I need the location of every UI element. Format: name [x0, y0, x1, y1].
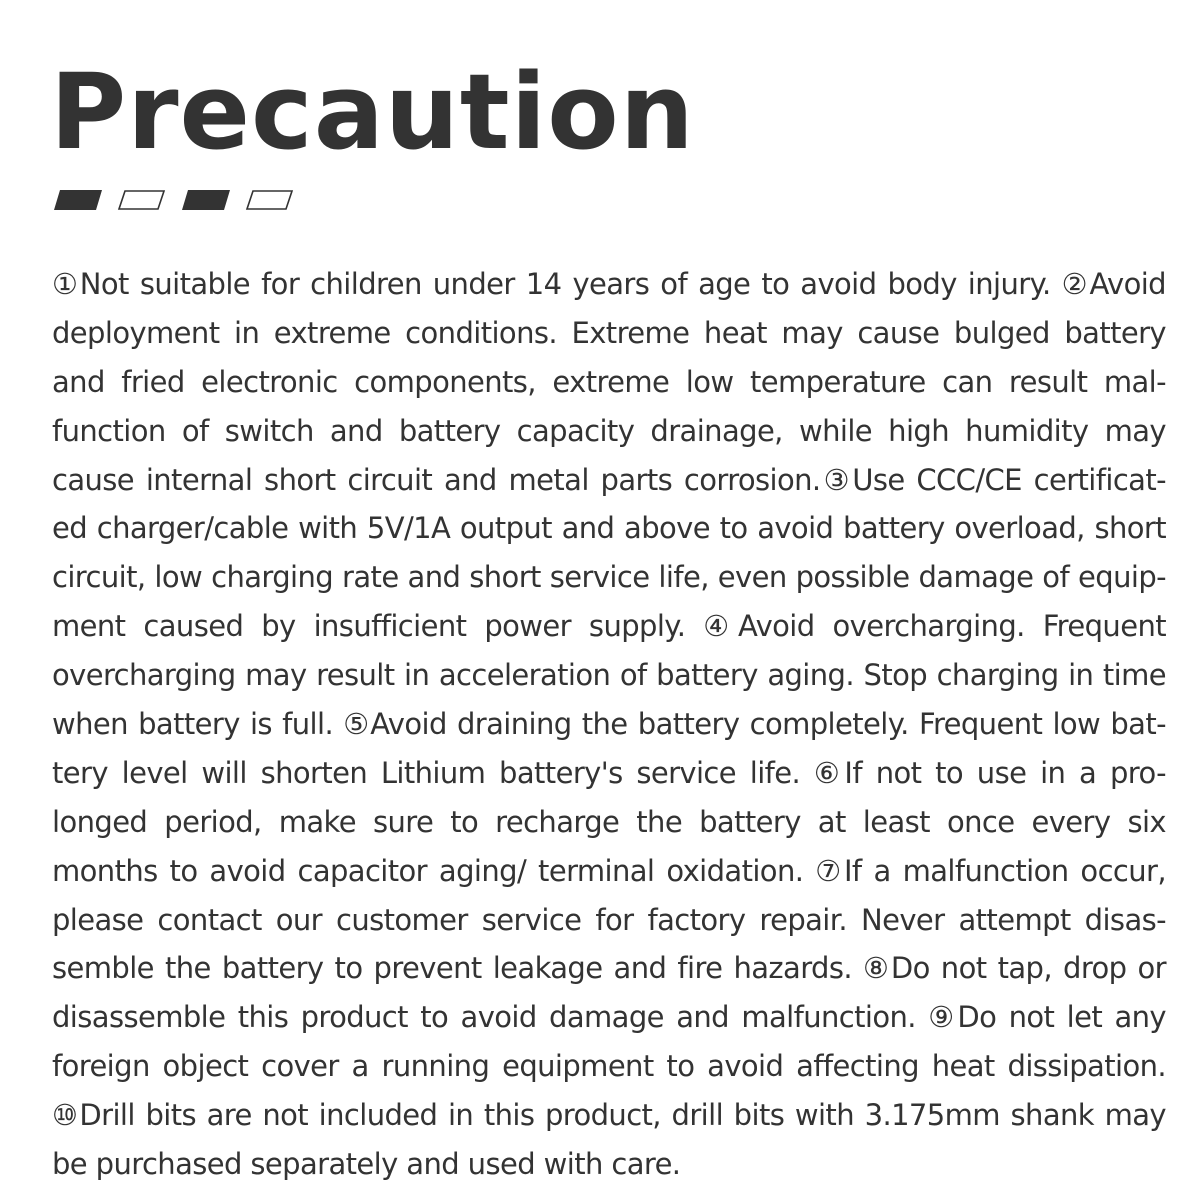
paragraph-line: tery level will shorten Lithium battery's service life. ⑥If not to use in a pro- — [52, 755, 1166, 790]
paragraph-line: ①Not suitable for children under 14 years of age to avoid body injury. ②Avoid — [52, 267, 1166, 301]
paragraph-line: semble the battery to prevent leakage and fire hazards. ⑧Do not tap, drop or — [52, 951, 1166, 986]
paragraph-line: months to avoid capacitor aging/ terminal oxidation. ⑦If a malfunction occur, — [52, 853, 1166, 888]
paragraph-line: and fried electronic components, extreme low temperature can result mal- — [52, 364, 1166, 399]
paragraph-line: function of switch and battery capacity drainage, while high humidity may — [52, 413, 1166, 448]
outline-parallelogram-2 — [247, 191, 292, 209]
paragraph-line: ⑩Drill bits are not included in this product, drill bits with 3.175mm shank may — [52, 1098, 1166, 1133]
paragraph-line: be purchased separately and used with care. — [52, 1147, 681, 1182]
paragraph-line: ment caused by insufficient power supply. ④Avoid overcharging. Frequent — [52, 609, 1166, 644]
paragraph-line: overcharging may result in acceleration of battery aging. Stop charging in time — [52, 658, 1166, 693]
paragraph-line: please contact our customer service for factory repair. Never attempt disas- — [52, 902, 1166, 937]
outline-parallelogram-1 — [119, 191, 164, 209]
decorative-parallelogram-divider — [54, 188, 304, 212]
paragraph-line: longed period, make sure to recharge the battery at least once every six — [52, 804, 1166, 839]
precaution-paragraph — [52, 260, 1166, 1189]
page-title: Precaution — [50, 51, 695, 173]
paragraph-line: ed charger/cable with 5V/1A output and above to avoid battery overload, short — [52, 511, 1166, 546]
paragraph-line: circuit, low charging rate and short service life, even possible damage of equip- — [52, 560, 1166, 595]
paragraph-line: disassemble this product to avoid damage and malfunction. ⑨Do not let any — [52, 1000, 1166, 1035]
paragraph-line: cause internal short circuit and metal parts corrosion.③Use CCC/CE certificat- — [52, 462, 1166, 497]
paragraph-line: foreign object cover a running equipment to avoid affecting heat dissipation. — [52, 1049, 1166, 1084]
filled-parallelogram-2 — [182, 190, 230, 210]
paragraph-line: deployment in extreme conditions. Extreme heat may cause bulged battery — [52, 315, 1166, 350]
paragraph-line: when battery is full. ⑤Avoid draining the battery completely. Frequent low bat- — [52, 707, 1166, 742]
filled-parallelogram-1 — [54, 190, 102, 210]
